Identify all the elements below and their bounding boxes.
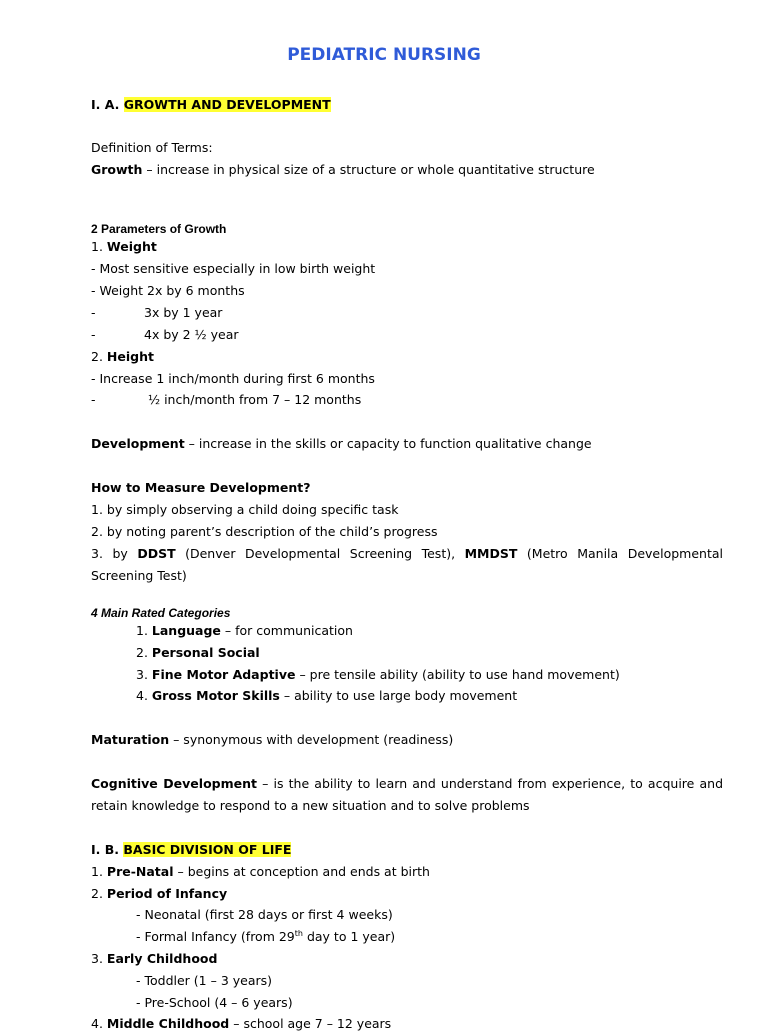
infancy-subitem: - Formal Infancy (from 29th day to 1 year) — [136, 929, 396, 944]
measure-item: 1. by simply observing a child doing specific task — [91, 502, 399, 517]
early-childhood-subitem: - Pre-School (4 – 6 years) — [136, 995, 293, 1010]
parameters-heading: 2 Parameters of Growth — [91, 222, 227, 236]
weight-heading: 1. Weight — [91, 239, 157, 254]
section-a-highlight: GROWTH AND DEVELOPMENT — [123, 97, 331, 112]
categories-heading: 4 Main Rated Categories — [91, 606, 231, 620]
section-a-heading: I. A. GROWTH AND DEVELOPMENT — [91, 97, 331, 112]
page-title: PEDIATRIC NURSING — [287, 45, 481, 65]
cognitive-definition-continued: retain knowledge to respond to a new situation and to solve problems — [91, 798, 530, 813]
infancy-subitem: - Neonatal (first 28 days or first 4 weeks) — [136, 907, 393, 922]
growth-definition: Growth – increase in physical size of a structure or whole quantitative structure — [91, 162, 595, 177]
weight-item: - Most sensitive especially in low birth weight — [91, 261, 376, 276]
weight-item: - 4x by 2 ½ year — [91, 327, 239, 342]
measure-item: 2. by noting parent’s description of the child’s progress — [91, 524, 438, 539]
height-item: - Increase 1 inch/month during first 6 months — [91, 371, 375, 386]
early-childhood-subitem: - Toddler (1 – 3 years) — [136, 973, 273, 988]
category-item: 3. Fine Motor Adaptive – pre tensile ability (ability to use hand movement) — [136, 667, 620, 682]
division-item: 4. Middle Childhood – school age 7 – 12 years — [91, 1016, 392, 1031]
division-item: 2. Period of Infancy — [91, 886, 228, 901]
division-item: 1. Pre-Natal – begins at conception and ends at birth — [91, 864, 430, 879]
measure-item: 3. by DDST (Denver Developmental Screening Test), MMDST (Metro Manila Developmental — [91, 546, 723, 561]
maturation-definition: Maturation – synonymous with development (readiness) — [91, 732, 454, 747]
division-item: 3. Early Childhood — [91, 951, 218, 966]
weight-item: - Weight 2x by 6 months — [91, 283, 245, 298]
definition-of-terms: Definition of Terms: — [91, 140, 213, 155]
section-b-heading: I. B. BASIC DIVISION OF LIFE — [91, 842, 292, 857]
height-heading: 2. Height — [91, 349, 154, 364]
category-item: 4. Gross Motor Skills – ability to use large body movement — [136, 688, 518, 703]
measure-item-continued: Screening Test) — [91, 568, 187, 583]
section-b-highlight: BASIC DIVISION OF LIFE — [123, 842, 292, 857]
cognitive-definition: Cognitive Development – is the ability to learn and understand from experience, to acquire and — [91, 776, 724, 791]
height-item: - ½ inch/month from 7 – 12 months — [91, 392, 362, 407]
category-item: 1. Language – for communication — [136, 623, 353, 638]
development-definition: Development – increase in the skills or capacity to function qualitative change — [91, 436, 592, 451]
measure-heading: How to Measure Development? — [91, 480, 311, 495]
category-item: 2. Personal Social — [136, 645, 260, 660]
weight-item: - 3x by 1 year — [91, 305, 223, 320]
